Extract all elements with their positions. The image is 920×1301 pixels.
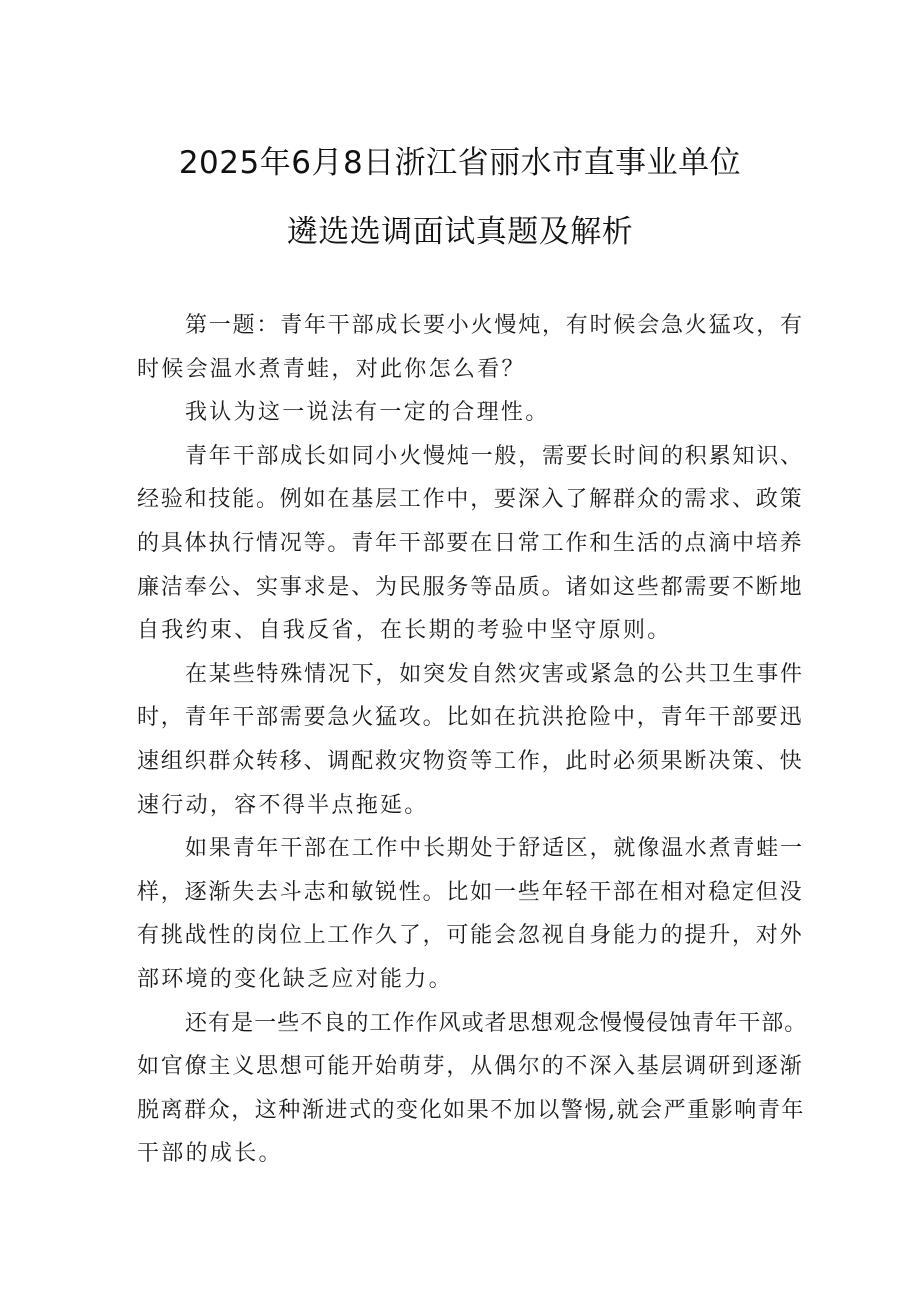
- text-line: 时候会温水煮青蛙，对此你怎么看？: [137, 356, 526, 382]
- text-line: 时，青年干部需要急火猛攻。比如在抗洪抢险中，青年干部要迅: [137, 705, 804, 731]
- document-body: [137, 304, 807, 1176]
- document-title-line-2: 遴选选调面试真题及解析: [286, 214, 634, 250]
- text-line: 廉洁奉公、实事求是、为民服务等品质。诸如这些都需要不断地: [137, 574, 804, 600]
- text-line: 如官僚主义思想可能开始萌芽，从偶尔的不深入基层调研到逐渐: [137, 1054, 804, 1080]
- text-line: 干部的成长。: [137, 1141, 283, 1167]
- text-line: 样，逐渐失去斗志和敏锐性。比如一些年轻干部在相对稳定但没: [137, 879, 804, 905]
- text-line: 在某些特殊情况下，如突发自然灾害或紧急的公共卫生事件: [185, 661, 804, 687]
- document-title-line-1: 2025年6月8日浙江省丽水市直事业单位: [178, 145, 742, 181]
- text-line: 第一题：青年干部成长要小火慢炖，有时候会急火猛攻，有: [185, 313, 804, 338]
- text-line: 我认为这一说法有一定的合理性。: [185, 400, 550, 426]
- text-line: 的具体执行情况等。青年干部要在日常工作和生活的点滴中培养: [137, 530, 804, 556]
- text-line: 如果青年干部在工作中长期处于舒适区，就像温水煮青蛙一: [185, 836, 804, 862]
- text-line: 速组织群众转移、调配救灾物资等工作，此时必须果断决策、快: [137, 748, 804, 774]
- text-line: 经验和技能。例如在基层工作中，要深入了解群众的需求、政策: [137, 487, 804, 513]
- text-line: 还有是一些不良的工作作风或者思想观念慢慢侵蚀青年干部。: [185, 1010, 808, 1036]
- text-line: 自我约束、自我反省，在长期的考验中坚守原则。: [137, 618, 672, 644]
- text-line: 脱离群众，这种渐进式的变化如果不加以警惕,就会严重影响青年: [137, 1097, 805, 1123]
- text-line: 部环境的变化缺乏应对能力。: [137, 966, 453, 992]
- text-line: 青年干部成长如同小火慢炖一般，需要长时间的积累知识、: [185, 443, 804, 469]
- text-line: 速行动，容不得半点拖延。: [137, 792, 429, 818]
- text-line: 有挑战性的岗位上工作久了，可能会忽视自身能力的提升，对外: [137, 923, 804, 949]
